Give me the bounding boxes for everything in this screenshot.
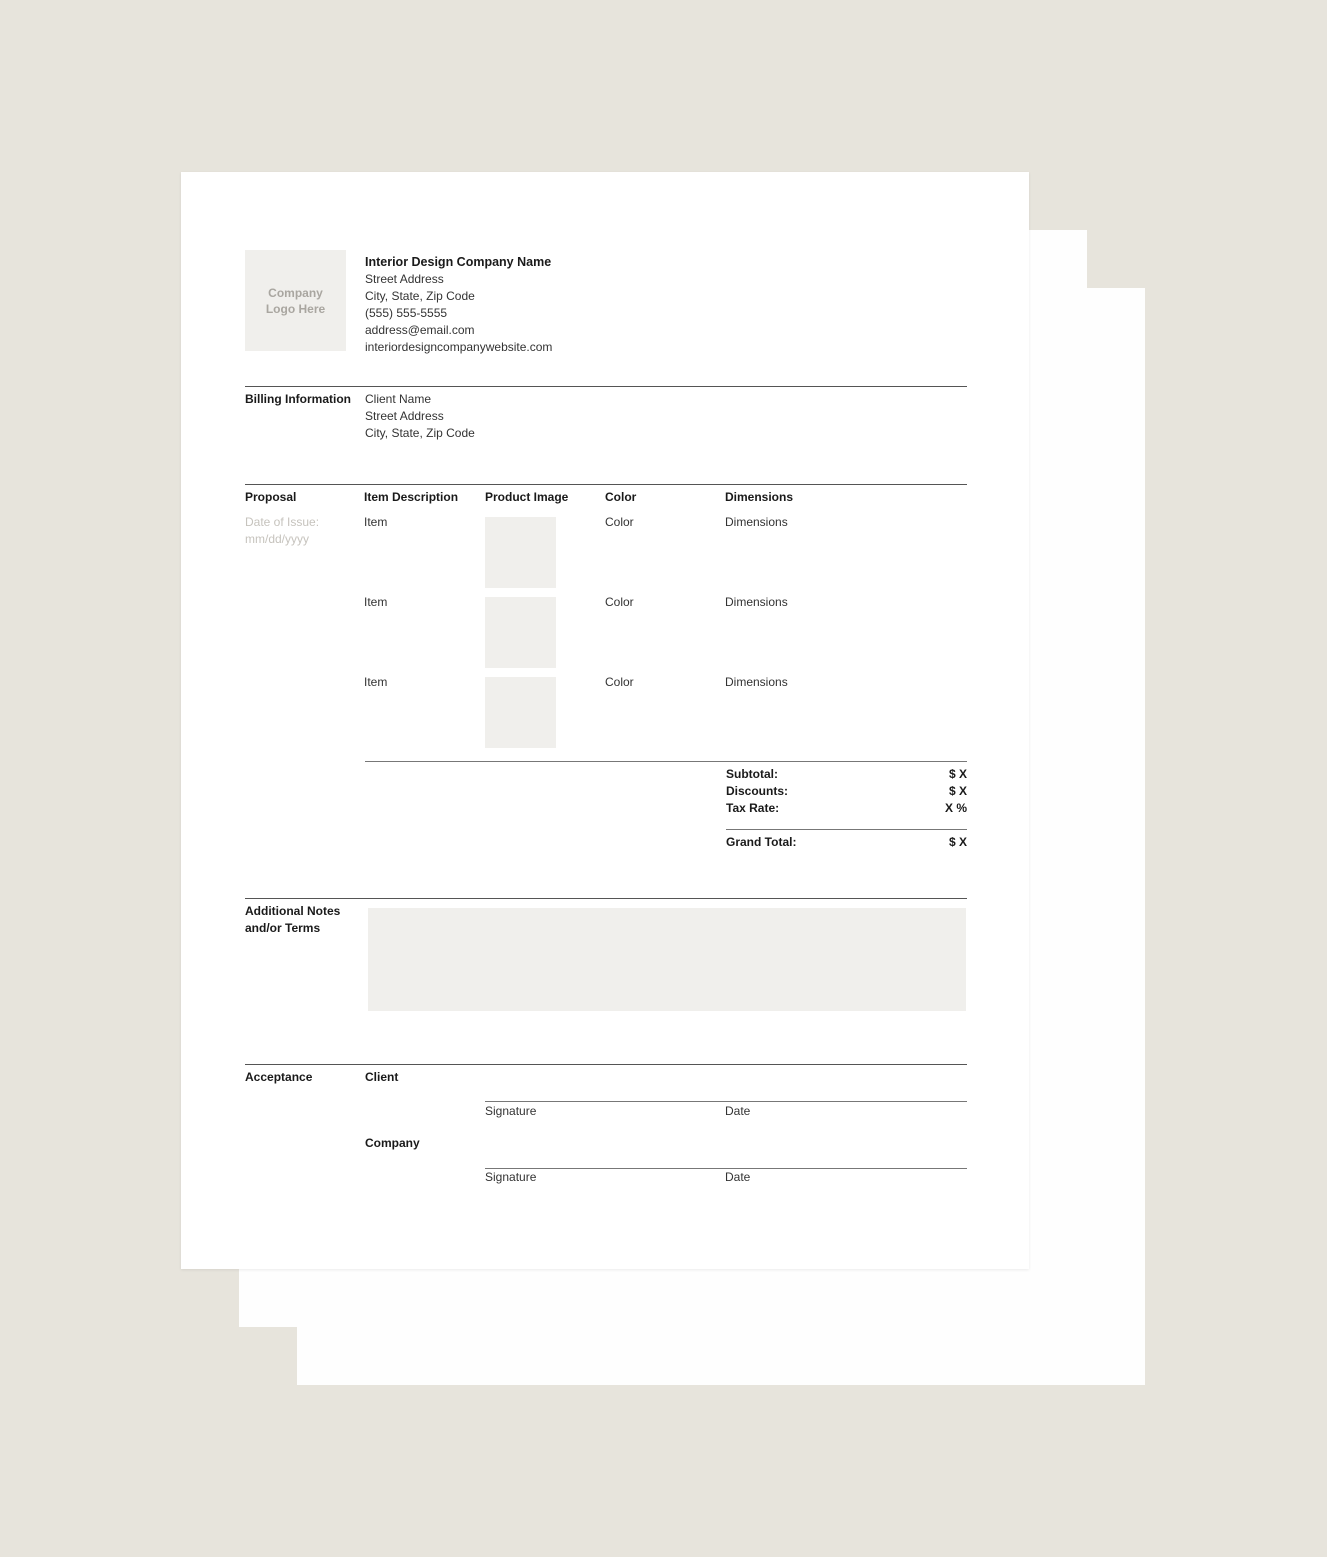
row-1-dimensions: Dimensions [725,515,788,529]
proposal-divider [245,484,967,485]
row-3-color: Color [605,675,634,689]
notes-textarea[interactable] [368,908,966,1011]
client-city: City, State, Zip Code [365,426,475,440]
tax-rate-value: X % [944,801,967,815]
company-logo-placeholder [245,250,346,351]
client-date-label: Date [725,1104,751,1118]
row-2-dimensions: Dimensions [725,595,788,609]
proposal-document-page [181,172,1029,1269]
company-email: address@email.com [365,323,475,337]
client-label: Client [365,1070,399,1084]
billing-heading: Billing Information [245,392,351,406]
company-date-label: Date [725,1170,751,1184]
column-product-image: Product Image [485,490,569,504]
company-info [365,254,552,356]
grand-total-label: Grand Total: [726,835,797,849]
client-signature-line[interactable] [485,1101,967,1102]
proposal-heading: Proposal [245,490,297,504]
company-phone: (555) 555-5555 [365,306,448,320]
row-2-product-image-placeholder [485,597,556,668]
company-signature-label: Signature [485,1170,537,1184]
discounts-value: $ X [948,784,967,798]
grand-total-value: $ X [948,835,967,849]
client-signature-label: Signature [485,1104,537,1118]
row-2-item: Item [364,595,388,609]
column-color: Color [605,490,637,504]
client-street: Street Address [365,409,444,423]
totals-divider [726,829,967,830]
billing-details [365,391,475,442]
company-street: Street Address [365,272,444,286]
row-1-item: Item [364,515,388,529]
row-2-color: Color [605,595,634,609]
row-3-product-image-placeholder [485,677,556,748]
company-website: interiordesigncompanywebsite.com [365,340,553,354]
tax-rate-label: Tax Rate: [726,801,780,815]
row-3-item: Item [364,675,388,689]
subtotal-label: Subtotal: [726,767,778,781]
items-divider [365,761,967,762]
acceptance-heading: Acceptance [245,1070,313,1084]
logo-placeholder-text: Company Logo Here [265,285,326,316]
company-name: Interior Design Company Name [365,255,552,269]
company-label: Company [365,1136,420,1150]
row-1-product-image-placeholder [485,517,556,588]
notes-heading-line-2: and/or Terms [245,921,321,935]
column-item-description: Item Description [364,490,459,504]
acceptance-divider [245,1064,967,1065]
issue-date [245,514,319,548]
discounts-label: Discounts: [726,784,789,798]
client-name: Client Name [365,392,432,406]
date-of-issue-value: mm/dd/yyyy [245,532,310,546]
date-of-issue-label: Date of Issue: [245,515,320,529]
row-3-dimensions: Dimensions [725,675,788,689]
column-dimensions: Dimensions [725,490,794,504]
row-1-color: Color [605,515,634,529]
notes-divider [245,898,967,899]
notes-heading [245,903,340,937]
notes-heading-line-1: Additional Notes [245,904,341,918]
company-city: City, State, Zip Code [365,289,475,303]
billing-divider [245,386,967,387]
subtotal-value: $ X [948,767,967,781]
